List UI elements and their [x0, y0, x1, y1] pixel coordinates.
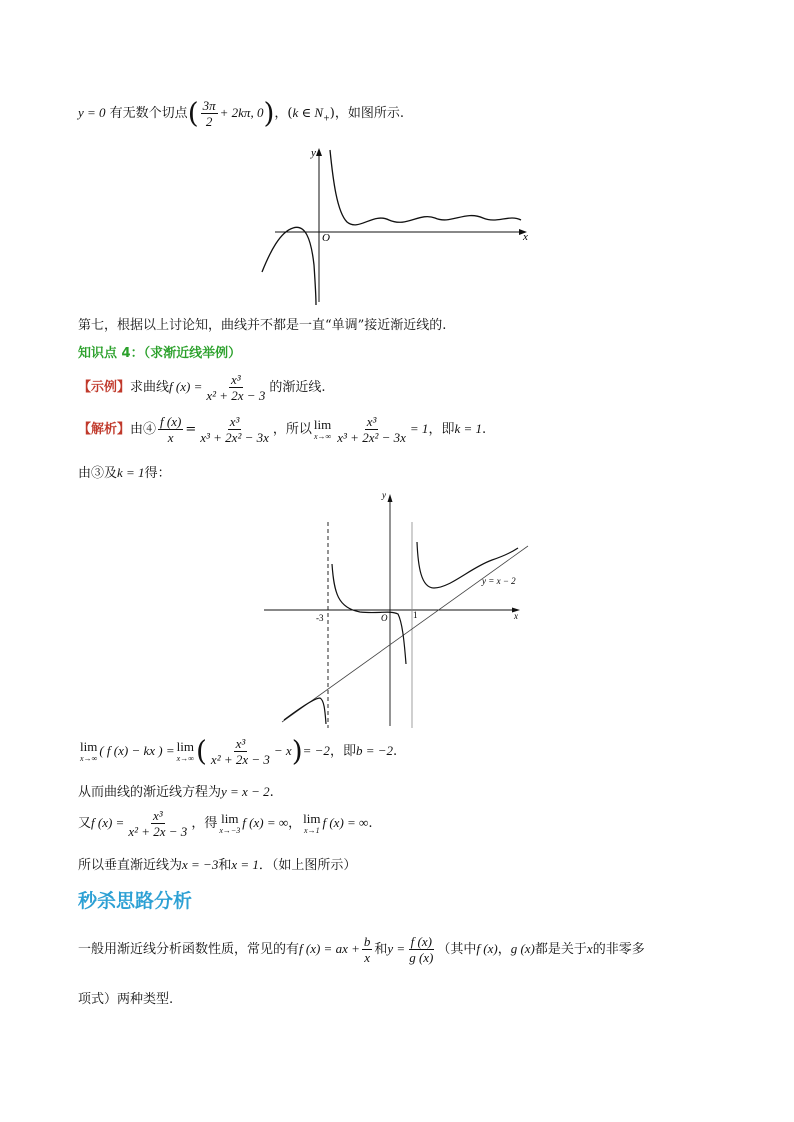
section-heading: 秒杀思路分析	[78, 890, 193, 912]
example-tag: 【示例】	[78, 380, 131, 395]
line-tangent-points: y = 0 有无数个切点( $\frac{3\pi}{2}$ + 2kπ, 0)，(k ∈ $N_+$)，如图所示.	[78, 96, 404, 130]
y-axis-arrow	[316, 148, 322, 156]
y-axis-arrow	[388, 494, 393, 502]
line-seventh: 第七，根据以上讨论知，曲线并不都是一直“单调”接近渐近线的.	[78, 318, 447, 333]
solution-tag: 【解析】	[78, 422, 131, 437]
graph1-y-label: y	[311, 147, 316, 159]
asymptote-equation-line: 从而曲线的渐近线方程为y = x − 2.	[78, 784, 274, 800]
conclusion-line: 所以垂直渐近线为x = −3和x = 1．（如上图所示）	[78, 857, 357, 873]
graph-oscillating-curve	[255, 140, 545, 310]
math-y-zero: y = 0	[78, 105, 106, 120]
curve-left-branch	[262, 227, 316, 305]
curve-left-branch	[284, 698, 326, 724]
knowledge-point-heading: 知识点 4：（求渐近线举例）	[78, 346, 242, 361]
graph2-x-label: x	[514, 611, 518, 621]
graph2-origin-label: O	[381, 613, 388, 623]
graph2-y-label: y	[382, 490, 386, 500]
solution-line: 【解析】由④ $\frac{f (x)}{x}$ = $\frac{\text{x³}}{\text{x³ + 2x² − 3x}}$ ，所以 lim x→∞ $\frac{\text{x³}}{\text{x³ + 2x² − 3x}}$ = 1，即k = 1.	[78, 414, 487, 445]
curve-right-branch	[330, 150, 521, 225]
oblique-asymptote-label: y = x − 2	[482, 576, 516, 586]
curve-middle-branch	[332, 564, 406, 664]
oblique-asymptote	[282, 546, 528, 722]
tick-label-1: 1	[413, 610, 418, 620]
tick-label-neg3: -3	[316, 613, 324, 623]
analysis-line-1: 一般用渐近线分析函数性质，常见的有f (x) = ax + $\frac{b}{x}$ 和y = $\frac{f (x)}{g (x)}$ （其中f (x)，g (x)都是关于x的非零多	[78, 934, 645, 965]
line-from-three: 由③及k = 1得：	[78, 465, 171, 481]
vertical-asymptote-line: 又f (x) = $\frac{\text{x³}}{\text{x² + 2x − 3}}$ ，得 lim x→−3 f (x) = ∞， lim x→1 f (x) = ∞.	[78, 808, 373, 839]
analysis-line-2: 项式）两种类型.	[78, 992, 174, 1007]
graph1-origin-label: O	[322, 232, 330, 244]
graph1-x-label: x	[523, 231, 528, 243]
limit-b-line: lim x→∞ ( f (x) − kx ) = lim x→∞ ( $\frac{\text{x³}}{\text{x² + 2x − 3}}$ − x)= −2，即b = −2.	[80, 734, 398, 768]
graph-rational-function	[260, 488, 540, 728]
example-line: 【示例】求曲线f (x) = $\frac{\text{x³}}{\text{x² + 2x − 3}}$ 的渐近线.	[78, 372, 326, 403]
